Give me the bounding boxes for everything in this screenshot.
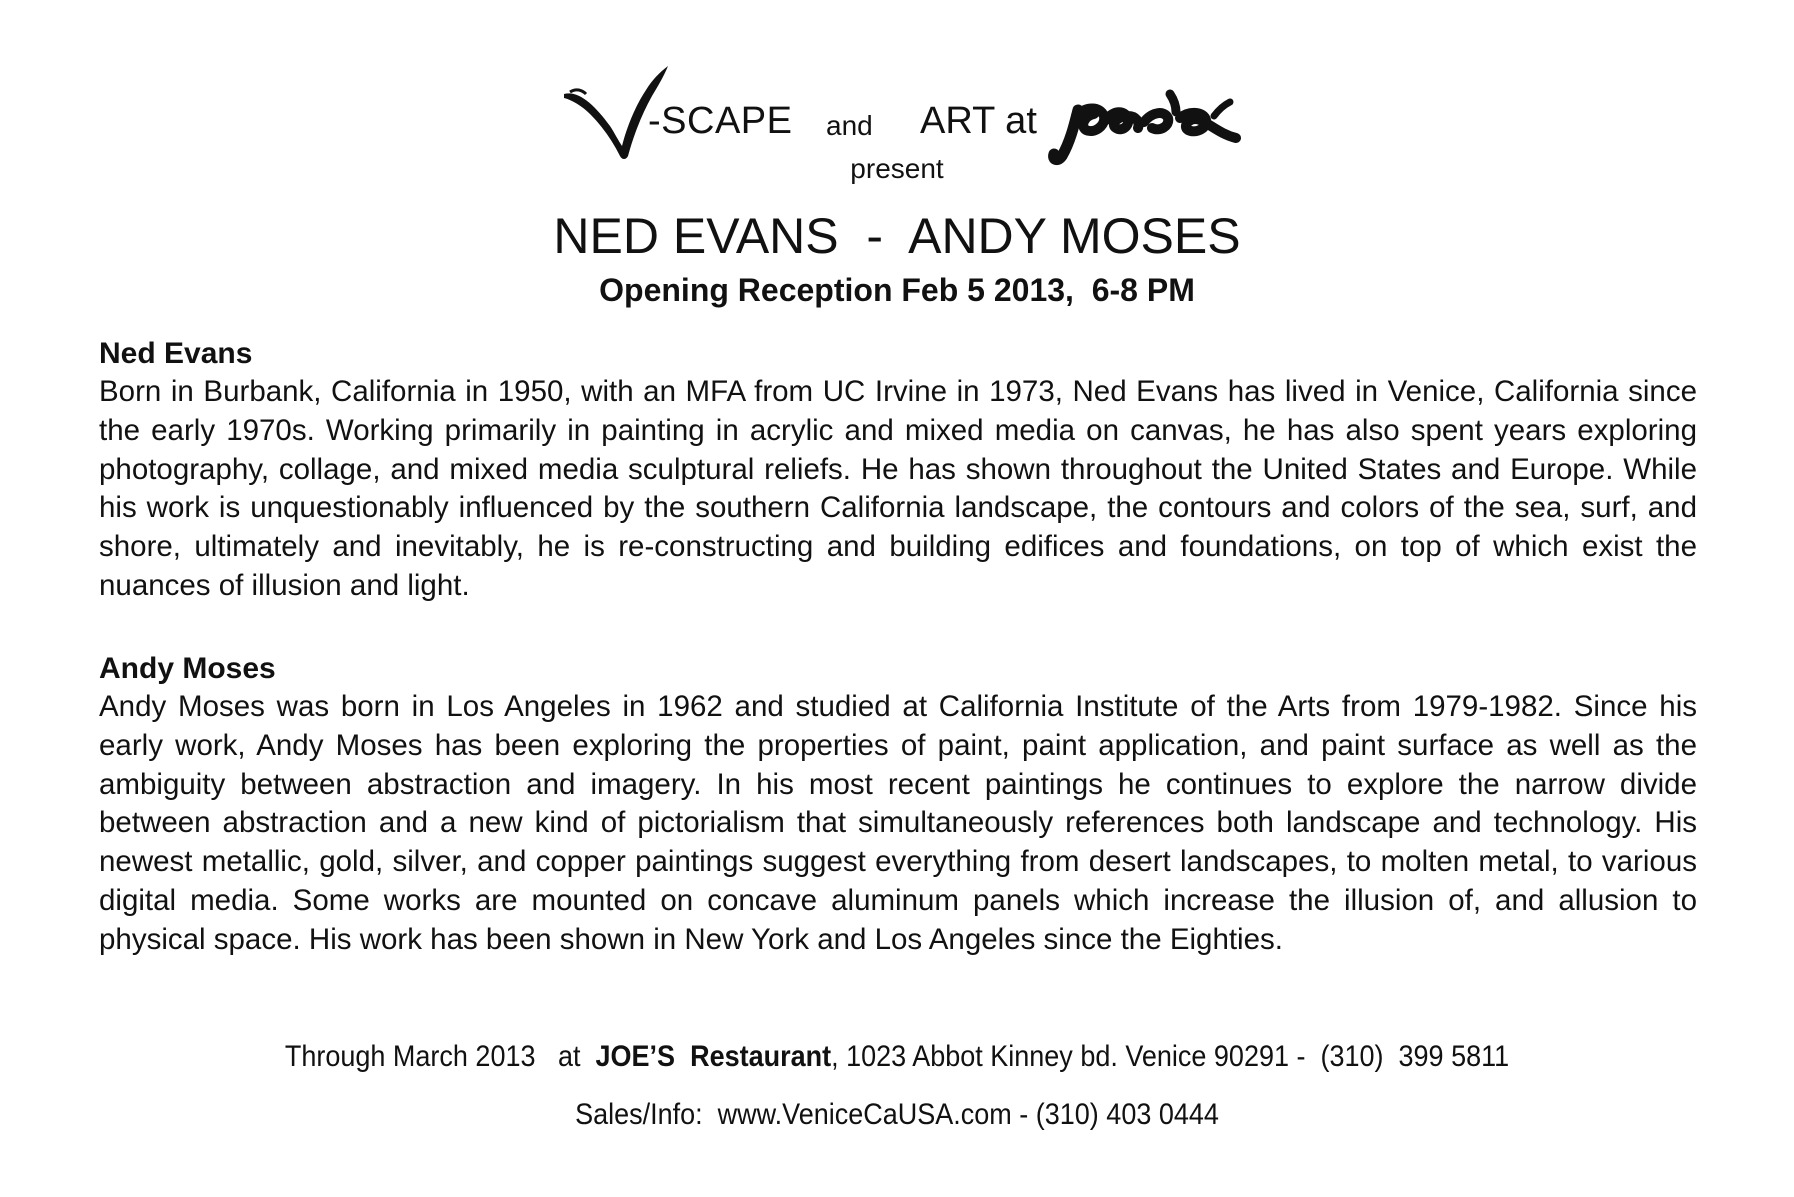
artist-name: Andy Moses [99, 652, 276, 685]
artist-bio-ned-evans [99, 335, 1697, 606]
venue-name: JOE’S Restaurant [595, 1040, 832, 1073]
venue-address: , 1023 Abbot Kinney bd. Venice 90291 - (310) 399 5811 [831, 1040, 1510, 1073]
venue-info [90, 1040, 1705, 1074]
art-at-text: ART at [920, 100, 1037, 142]
page-title: NED EVANS - ANDY MOSES [553, 208, 1241, 264]
header-logo-row [0, 64, 1794, 164]
opening-reception: Opening Reception Feb 5 2013, 6-8 PM [599, 272, 1195, 308]
artist-bio-text: Born in Burbank, California in 1950, with an MFA from UC Irvine in 1973, Ned Evans has lived in Venice, California since the early 1970s. Working primarily in painting in acrylic and mixed media on canvas, he has also spent years exploring photography, collage, and mixed media sculptural reliefs. He has shown throughout the United States and Europe. While his work is unquestionably influenced by the southern California landscape, the contours and colors of the sea, surf, and shore, ultimately and inevitably, he is re-constructing and building edifices and foundations, on top of which exist the nuances of illusion and light. [99, 375, 1697, 602]
vscape-logo-text: -SCAPE [648, 100, 793, 142]
through-text: Through March 2013 at [284, 1040, 596, 1073]
artist-name: Ned Evans [99, 337, 253, 370]
and-text: and [826, 110, 873, 141]
artist-bio-andy-moses [99, 650, 1697, 960]
sales-info: Sales/Info: www.VeniceCaUSA.com - (310) 403 0444 [575, 1098, 1219, 1131]
present-text: present [850, 153, 944, 184]
artist-bio-text: Andy Moses was born in Los Angeles in 1962 and studied at California Institute of the Arts from 1979-1982. Since his early work, Andy Moses has been exploring the properties of paint, paint application, and paint surface as well as the ambiguity between abstraction and imagery. In his most recent paintings he continues to explore the narrow divide between abstraction and a new kind of pictorialism that simultaneously references both landscape and technology. His newest metallic, gold, silver, and copper paintings suggest everything from desert landscapes, to molten metal, to various digital media. Some works are mounted on concave aluminum panels which increase the illusion of, and allusion to physical space. His work has been shown in New York and Los Angeles since the Eighties. [99, 690, 1697, 956]
